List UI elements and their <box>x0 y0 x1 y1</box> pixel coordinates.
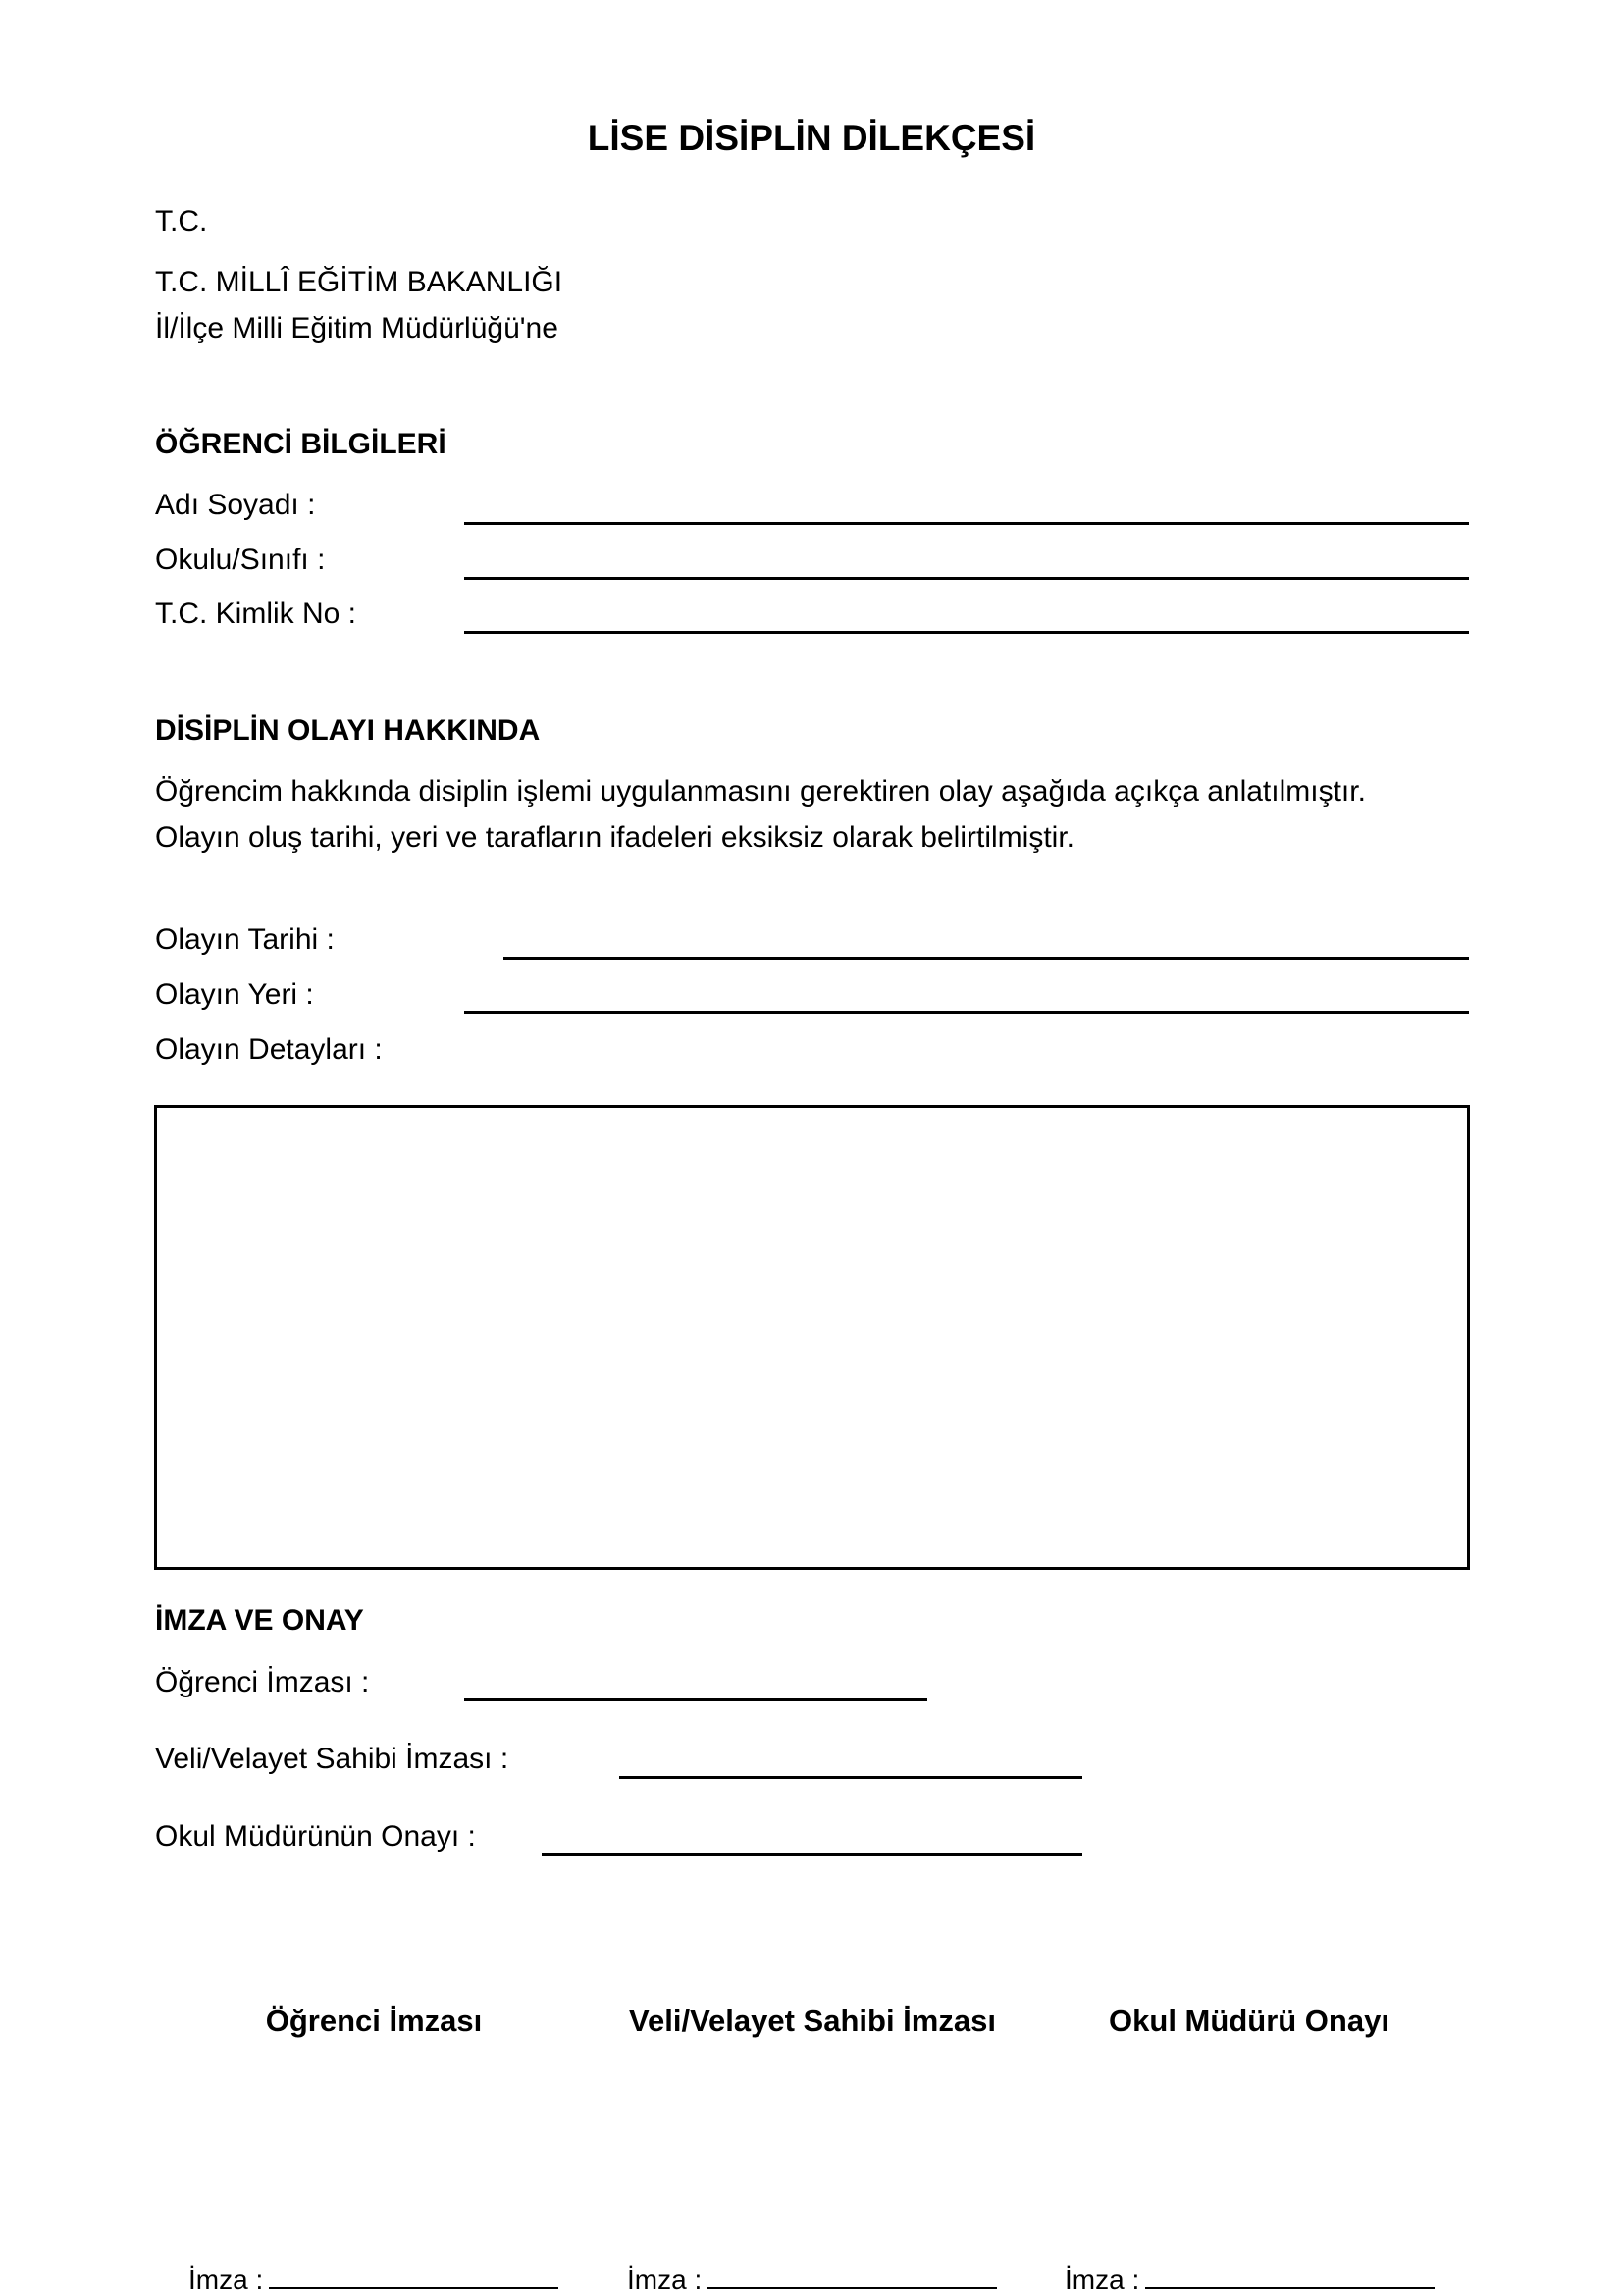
document-title: LİSE DİSİPLİN DİLEKÇESİ <box>587 118 1036 158</box>
student-info-heading: ÖĞRENCİ BİLGİLERİ <box>155 428 446 460</box>
incident-details-box[interactable] <box>154 1105 1470 1570</box>
principal-approval-field[interactable] <box>542 1853 1082 1856</box>
incident-paragraph-line2: Olayın oluş tarihi, yeri ve tarafların ifadeleri eksiksiz olarak belirtilmiştir. <box>155 821 1074 854</box>
name-field[interactable] <box>464 522 1469 525</box>
parent-signature-label: Veli/Velayet Sahibi İmzası : <box>155 1743 509 1775</box>
incident-date-label: Olayın Tarihi : <box>155 923 335 956</box>
incident-heading: DİSİPLİN OLAYI HAKKINDA <box>155 714 541 747</box>
student-sign-line[interactable] <box>188 2264 558 2296</box>
column-student-signature: Öğrenci İmzası <box>265 2004 483 2038</box>
incident-place-label: Olayın Yeri : <box>155 978 314 1011</box>
parent-sign-line[interactable] <box>627 2264 997 2296</box>
incident-details-label: Olayın Detayları : <box>155 1033 383 1066</box>
sign-underline <box>269 2264 558 2289</box>
school-class-label: Okulu/Sınıfı : <box>155 544 326 576</box>
id-number-field[interactable] <box>464 631 1469 634</box>
id-number-label: T.C. Kimlik No : <box>155 598 357 630</box>
header-tc: T.C. <box>155 205 208 237</box>
parent-signature-field[interactable] <box>619 1776 1082 1779</box>
sign-underline <box>707 2264 997 2289</box>
column-parent-signature: Veli/Velayet Sahibi İmzası <box>629 2004 996 2038</box>
sign-label: İmza : <box>188 2265 264 2295</box>
school-class-field[interactable] <box>464 577 1469 580</box>
principal-sign-line[interactable] <box>1065 2264 1435 2296</box>
sign-underline <box>1145 2264 1435 2289</box>
student-signature-label: Öğrenci İmzası : <box>155 1666 370 1698</box>
signature-heading: İMZA VE ONAY <box>155 1604 364 1637</box>
incident-place-field[interactable] <box>464 1011 1469 1014</box>
header-directorate: İl/İlçe Milli Eğitim Müdürlüğü'ne <box>155 312 558 344</box>
column-principal-approval: Okul Müdürü Onayı <box>1109 2004 1389 2038</box>
header-ministry: T.C. MİLLÎ EĞİTİM BAKANLIĞI <box>155 266 563 298</box>
incident-paragraph-line1: Öğrencim hakkında disiplin işlemi uygulanmasını gerektiren olay aşağıda açıkça anlatılmıştır. <box>155 775 1366 808</box>
incident-date-field[interactable] <box>503 957 1469 960</box>
student-signature-field[interactable] <box>464 1698 927 1701</box>
name-label: Adı Soyadı : <box>155 489 316 521</box>
principal-approval-label: Okul Müdürünün Onayı : <box>155 1820 476 1852</box>
sign-label: İmza : <box>627 2265 703 2295</box>
sign-label: İmza : <box>1065 2265 1140 2295</box>
